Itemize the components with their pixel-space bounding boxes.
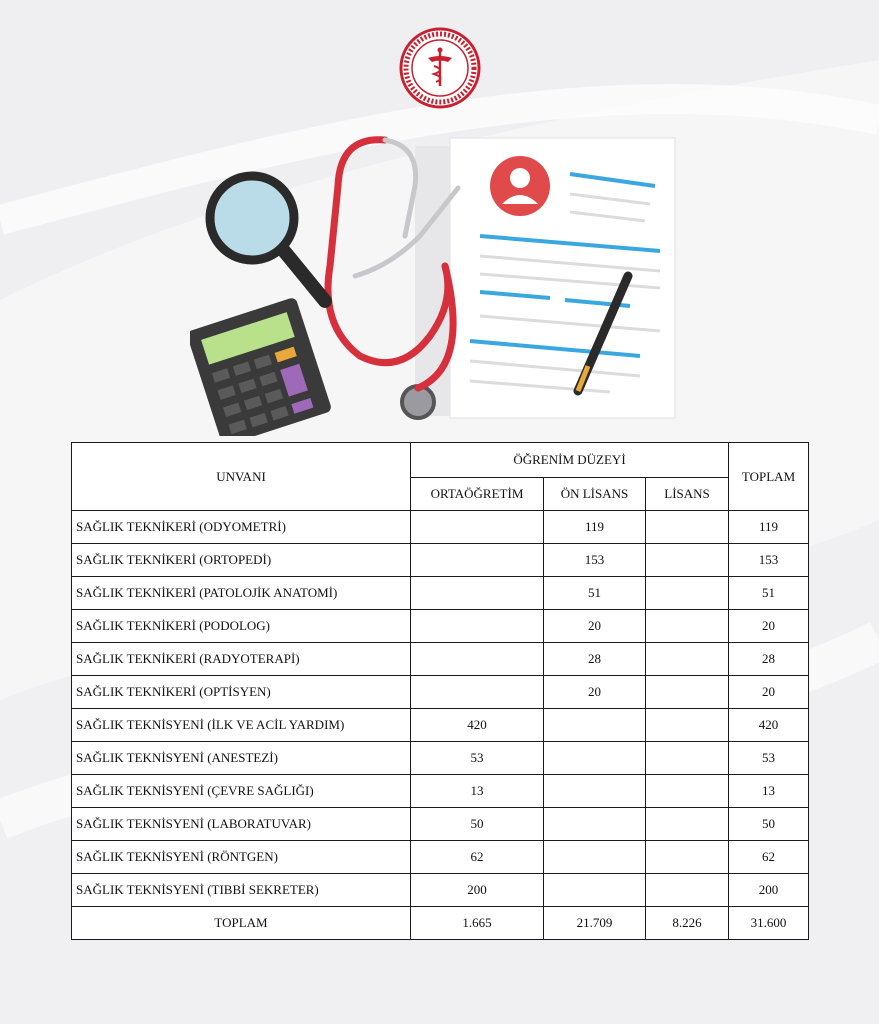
row-total: 13 xyxy=(729,775,809,808)
row-bachelor xyxy=(646,610,729,643)
table-row xyxy=(72,742,809,775)
row-total: 51 xyxy=(729,577,809,610)
totals-bachelor: 8.226 xyxy=(646,907,729,940)
row-bachelor xyxy=(646,808,729,841)
row-total: 62 xyxy=(729,841,809,874)
table-row xyxy=(72,544,809,577)
row-total: 20 xyxy=(729,610,809,643)
row-associate: 20 xyxy=(544,676,646,709)
row-associate xyxy=(544,775,646,808)
row-title: SAĞLIK TEKNİKERİ (PATOLOJİK ANATOMİ) xyxy=(72,577,411,610)
row-secondary: 62 xyxy=(411,841,544,874)
row-associate xyxy=(544,709,646,742)
calculator-icon xyxy=(190,297,332,436)
header-education-level: ÖĞRENİM DÜZEYİ xyxy=(411,443,729,478)
row-title: SAĞLIK TEKNİKERİ (RADYOTERAPİ) xyxy=(72,643,411,676)
staff-table xyxy=(71,442,809,940)
magnifier-icon xyxy=(210,176,325,301)
row-associate: 20 xyxy=(544,610,646,643)
header-secondary: ORTAÖĞRETİM xyxy=(411,478,544,511)
row-secondary xyxy=(411,643,544,676)
row-total: 200 xyxy=(729,874,809,907)
row-total: 20 xyxy=(729,676,809,709)
row-associate xyxy=(544,808,646,841)
row-secondary: 420 xyxy=(411,709,544,742)
row-total: 50 xyxy=(729,808,809,841)
table-row xyxy=(72,808,809,841)
row-bachelor xyxy=(646,841,729,874)
row-bachelor xyxy=(646,742,729,775)
header-total: TOPLAM xyxy=(729,443,809,511)
table-row xyxy=(72,577,809,610)
row-total: 420 xyxy=(729,709,809,742)
row-secondary xyxy=(411,511,544,544)
row-title: SAĞLIK TEKNİSYENİ (TIBBİ SEKRETER) xyxy=(72,874,411,907)
totals-grand: 31.600 xyxy=(729,907,809,940)
row-bachelor xyxy=(646,511,729,544)
row-title: SAĞLIK TEKNİKERİ (ODYOMETRİ) xyxy=(72,511,411,544)
totals-associate: 21.709 xyxy=(544,907,646,940)
table-row xyxy=(72,676,809,709)
row-bachelor xyxy=(646,643,729,676)
row-secondary: 50 xyxy=(411,808,544,841)
table-row xyxy=(72,610,809,643)
row-secondary: 13 xyxy=(411,775,544,808)
table-row xyxy=(72,709,809,742)
document-icon xyxy=(415,138,675,418)
header-title: UNVANI xyxy=(72,443,411,511)
ministry-logo-icon xyxy=(398,26,482,110)
table-row xyxy=(72,775,809,808)
row-total: 28 xyxy=(729,643,809,676)
row-bachelor xyxy=(646,775,729,808)
row-associate: 153 xyxy=(544,544,646,577)
row-secondary xyxy=(411,676,544,709)
row-bachelor xyxy=(646,709,729,742)
header-bachelor: LİSANS xyxy=(646,478,729,511)
row-secondary: 200 xyxy=(411,874,544,907)
table-row xyxy=(72,841,809,874)
totals-secondary: 1.665 xyxy=(411,907,544,940)
row-total: 53 xyxy=(729,742,809,775)
row-title: SAĞLIK TEKNİKERİ (PODOLOG) xyxy=(72,610,411,643)
row-title: SAĞLIK TEKNİKERİ (ORTOPEDİ) xyxy=(72,544,411,577)
row-bachelor xyxy=(646,874,729,907)
totals-row xyxy=(72,907,809,940)
table-row xyxy=(72,874,809,907)
row-secondary xyxy=(411,610,544,643)
health-illustration xyxy=(190,126,690,436)
row-associate xyxy=(544,841,646,874)
row-associate: 51 xyxy=(544,577,646,610)
row-secondary xyxy=(411,544,544,577)
row-total: 119 xyxy=(729,511,809,544)
row-associate: 28 xyxy=(544,643,646,676)
row-total: 153 xyxy=(729,544,809,577)
row-associate xyxy=(544,874,646,907)
row-title: SAĞLIK TEKNİSYENİ (İLK VE ACİL YARDIM) xyxy=(72,709,411,742)
header-associate: ÖN LİSANS xyxy=(544,478,646,511)
row-bachelor xyxy=(646,676,729,709)
row-secondary xyxy=(411,577,544,610)
row-bachelor xyxy=(646,544,729,577)
row-secondary: 53 xyxy=(411,742,544,775)
row-bachelor xyxy=(646,577,729,610)
table-row xyxy=(72,511,809,544)
row-title: SAĞLIK TEKNİSYENİ (ANESTEZİ) xyxy=(72,742,411,775)
row-title: SAĞLIK TEKNİKERİ (OPTİSYEN) xyxy=(72,676,411,709)
row-title: SAĞLIK TEKNİSYENİ (LABORATUVAR) xyxy=(72,808,411,841)
row-title: SAĞLIK TEKNİSYENİ (ÇEVRE SAĞLIĞI) xyxy=(72,775,411,808)
row-associate xyxy=(544,742,646,775)
table-row xyxy=(72,643,809,676)
totals-label: TOPLAM xyxy=(72,907,411,940)
row-associate: 119 xyxy=(544,511,646,544)
row-title: SAĞLIK TEKNİSYENİ (RÖNTGEN) xyxy=(72,841,411,874)
